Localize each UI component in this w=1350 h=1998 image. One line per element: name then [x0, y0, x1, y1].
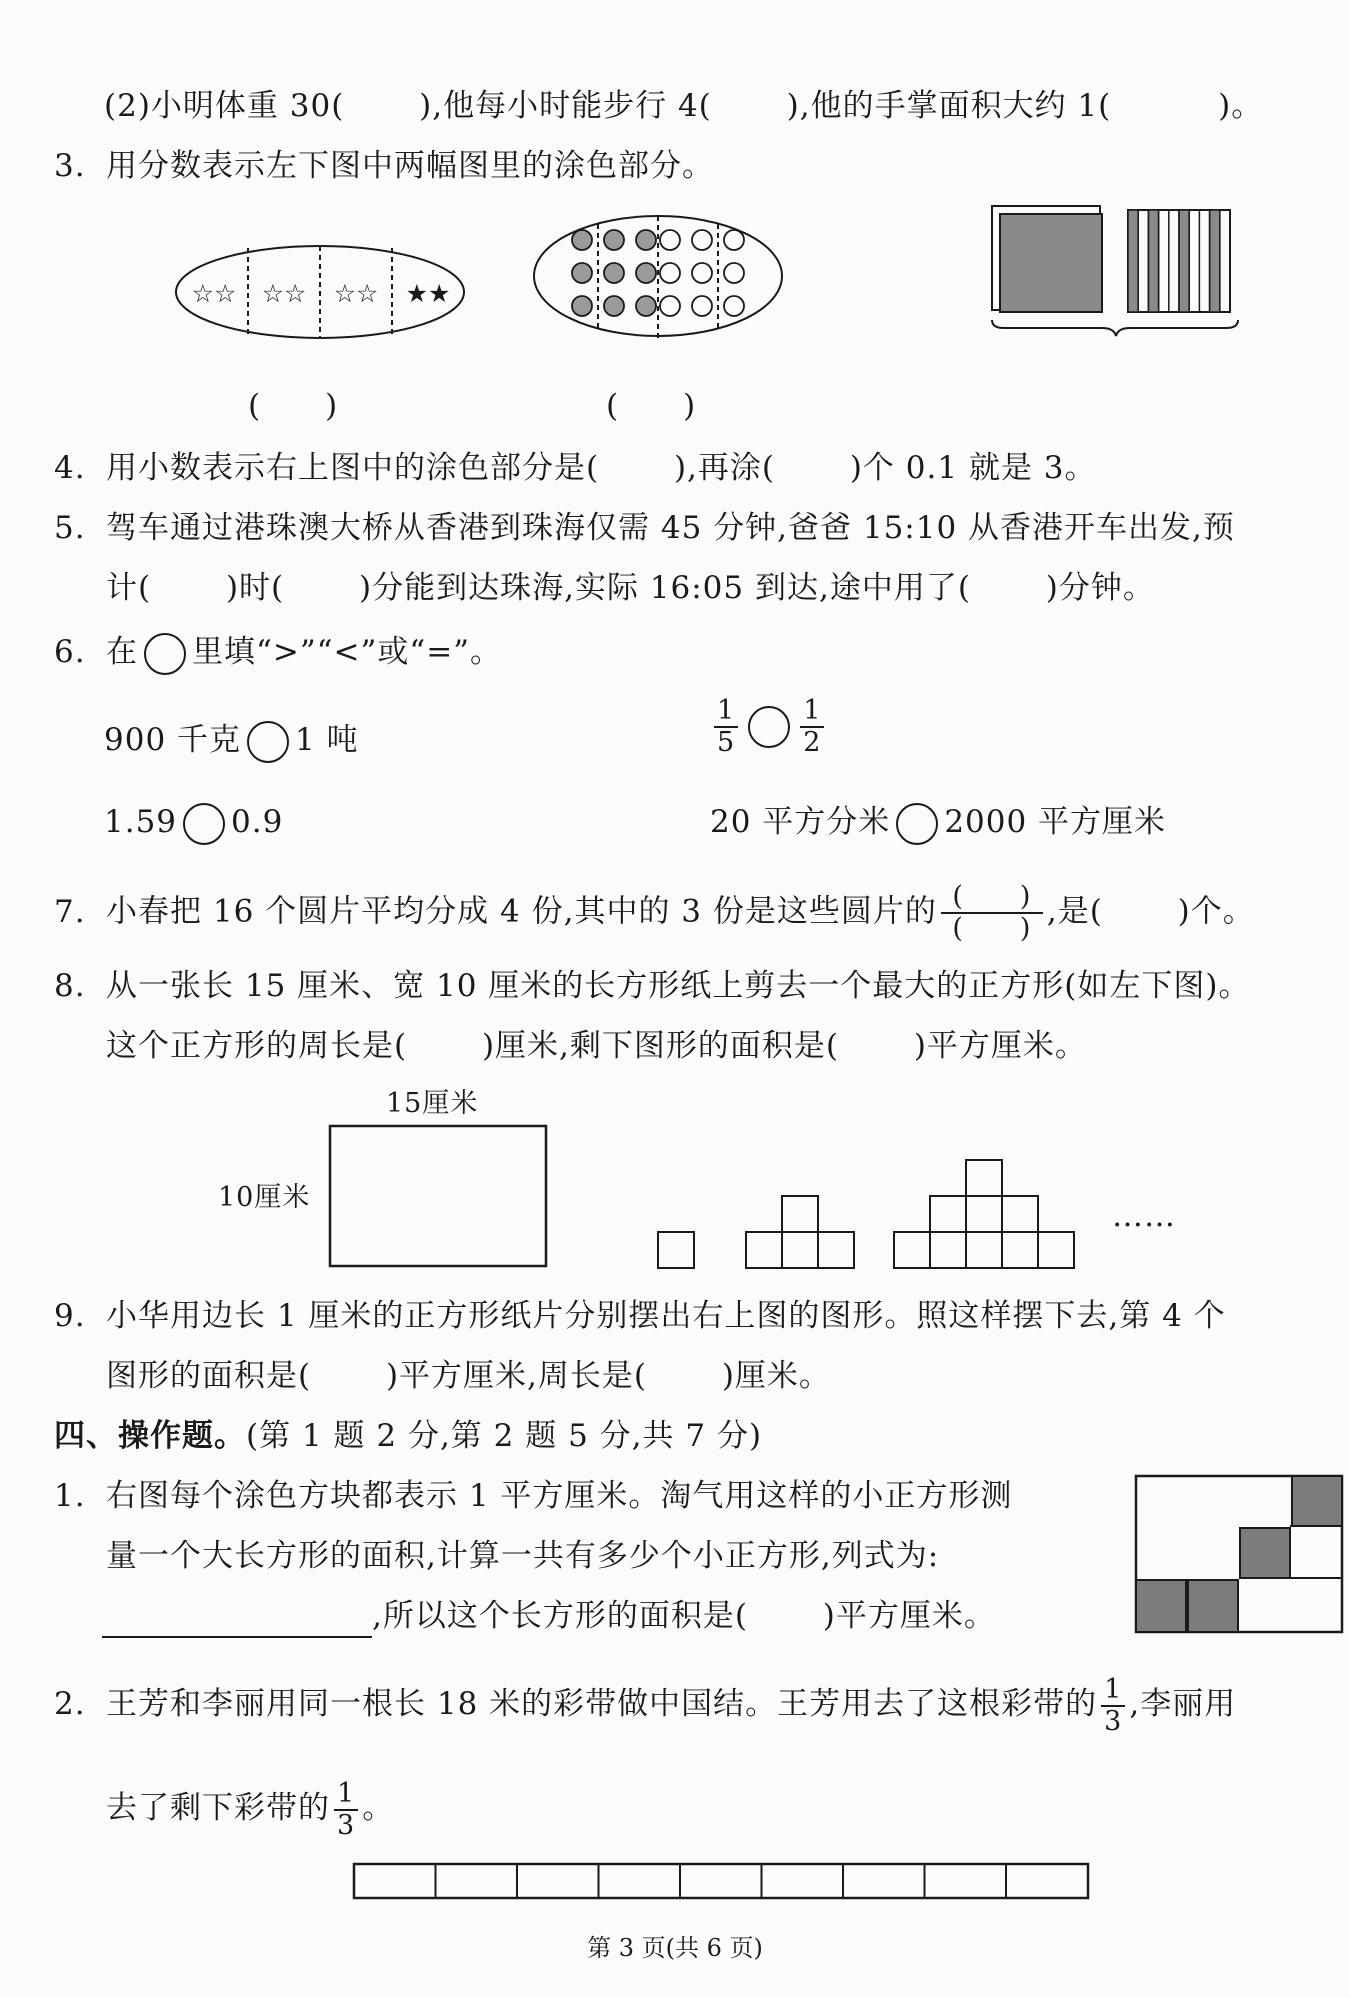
svg-text:☆☆: ☆☆	[261, 279, 307, 308]
square-pattern-figures	[650, 1156, 1080, 1272]
compare-circle-4[interactable]	[896, 803, 938, 845]
page-footer: 第 3 页(共 6 页)	[587, 1934, 763, 1962]
question-text: 王芳和李丽用同一根长 18 米的彩带做中国结。王芳用去了这根彩带的	[106, 1686, 1098, 1722]
fraction-answer[interactable]	[941, 882, 1043, 944]
question-3-answer-1[interactable]: ( )	[248, 388, 339, 424]
question-text: 小华用边长 1 厘米的正方形纸片分别摆出右上图的图形。照这样摆下去,第 4 个	[106, 1298, 1226, 1334]
compare-item-3	[104, 800, 283, 845]
question-9-line-2: 图形的面积是( )平方厘米,周长是( )厘米。	[106, 1358, 831, 1394]
question-5-line-1	[54, 506, 1235, 550]
numerator: ( )	[941, 882, 1043, 914]
question-number: 4.	[54, 450, 86, 486]
rectangle-figure	[328, 1124, 550, 1270]
question-number: 5.	[54, 510, 86, 546]
compare-item-2	[710, 696, 828, 758]
question-text-b: 里填“>”“<”或“=”。	[192, 634, 503, 670]
svg-text:☆☆: ☆☆	[191, 279, 237, 308]
section-note: (第 1 题 2 分,第 2 题 5 分,共 7 分)	[246, 1418, 763, 1454]
question-5-line-2: 计( )时( )分能到达珠海,实际 16:05 到达,途中用了( )分钟。	[106, 570, 1155, 606]
compare-right: 2000 平方厘米	[944, 804, 1167, 840]
svg-text:☆☆: ☆☆	[333, 279, 379, 308]
circles-ellipse-figure	[530, 210, 786, 348]
fraction-one-fifth	[714, 696, 738, 758]
decimal-squares-figure	[990, 204, 1242, 340]
question-number: 1.	[54, 1478, 86, 1514]
question-text-a: 小春把 16 个圆片平均分成 4 份,其中的 3 份是这些圆片的	[106, 893, 937, 930]
numerator: 1	[1101, 1675, 1125, 1707]
question-number: 7.	[54, 893, 86, 930]
op-question-2-line-2	[106, 1778, 394, 1841]
section-title: 四、操作题。	[54, 1418, 246, 1454]
question-8-line-2: 这个正方形的周长是( )厘米,剩下图形的面积是( )平方厘米。	[106, 1028, 1087, 1064]
op-question-1-line-1	[54, 1474, 1012, 1518]
question-text-b: ,是( )个。	[1046, 893, 1255, 930]
fraction-one-third	[1101, 1675, 1125, 1737]
compare-circle-icon	[144, 633, 186, 675]
question-number: 8.	[54, 968, 86, 1004]
fraction-one-half	[800, 696, 824, 758]
question-6	[54, 630, 502, 675]
question-7	[54, 882, 1255, 944]
compare-circle-3[interactable]	[183, 803, 225, 845]
compare-left: 20 平方分米	[710, 804, 891, 840]
denominator: 3	[337, 1809, 356, 1841]
question-3-answer-2[interactable]: ( )	[606, 388, 697, 424]
numerator: 1	[800, 696, 824, 728]
question-number: 2.	[54, 1686, 86, 1722]
question-text: 用小数表示右上图中的涂色部分是( ),再涂( )个 0.1 就是 3。	[106, 450, 1097, 486]
compare-item-4	[710, 800, 1166, 845]
denominator: 5	[717, 727, 736, 758]
denominator: 3	[1104, 1705, 1123, 1737]
question-text-a: 在	[106, 634, 138, 670]
numerator: 1	[714, 696, 738, 728]
numerator: 1	[334, 1779, 358, 1811]
question-text: 去了剩下彩带的	[106, 1790, 330, 1826]
compare-circle-1[interactable]	[247, 721, 289, 763]
question-text-b: ,李丽用	[1129, 1686, 1237, 1722]
question-text: ,所以这个长方形的面积是( )平方厘米。	[372, 1598, 996, 1634]
compare-left: 900 千克	[104, 722, 242, 758]
compare-right: 1 吨	[295, 722, 359, 758]
rectangle-width-label: 10厘米	[218, 1182, 311, 1213]
op-question-1-line-2: 量一个大长方形的面积,计算一共有多少个小正方形,列式为:	[106, 1538, 940, 1574]
question-4	[54, 446, 1097, 490]
rectangle-length-label: 15厘米	[386, 1088, 479, 1119]
question-text: 右图每个涂色方块都表示 1 平方厘米。淘气用这样的小正方形测	[106, 1478, 1013, 1514]
compare-left: 1.59	[104, 804, 178, 840]
stars-ellipse-figure	[170, 240, 470, 346]
op-question-1-line-3	[102, 1594, 996, 1638]
question-number: 6.	[54, 634, 86, 670]
question-2-2: (2)小明体重 30( ),他每小时能步行 4( ),他的手掌面积大约 1( )。	[104, 88, 1264, 124]
svg-text:★★: ★★	[405, 279, 451, 308]
denominator: ( )	[952, 913, 1032, 944]
question-text: 驾车通过港珠澳大桥从香港到珠海仅需 45 分钟,爸爸 15:10 从香港开车出发,预	[106, 510, 1235, 546]
question-text: 用分数表示左下图中两幅图里的涂色部分。	[106, 148, 714, 184]
formula-blank[interactable]	[102, 1604, 372, 1638]
denominator: 2	[803, 727, 822, 758]
fraction-one-third	[334, 1779, 358, 1841]
area-measure-figure	[1134, 1474, 1346, 1636]
op-question-2-line-1	[54, 1674, 1236, 1737]
question-8-line-1	[54, 964, 1251, 1008]
ribbon-strip-figure[interactable]	[352, 1862, 1090, 1902]
question-3	[54, 144, 714, 188]
compare-right: 0.9	[231, 804, 284, 840]
compare-item-1	[104, 718, 359, 763]
section-4-heading	[54, 1414, 762, 1458]
question-9-line-1	[54, 1294, 1226, 1338]
question-number: 9.	[54, 1298, 86, 1334]
question-number: 3.	[54, 148, 86, 184]
question-text-b: 。	[362, 1790, 395, 1826]
compare-circle-2[interactable]	[748, 706, 790, 748]
continuation-dots: ……	[1112, 1198, 1176, 1234]
question-text: 从一张长 15 厘米、宽 10 厘米的长方形纸上剪去一个最大的正方形(如左下图)。	[106, 968, 1251, 1004]
